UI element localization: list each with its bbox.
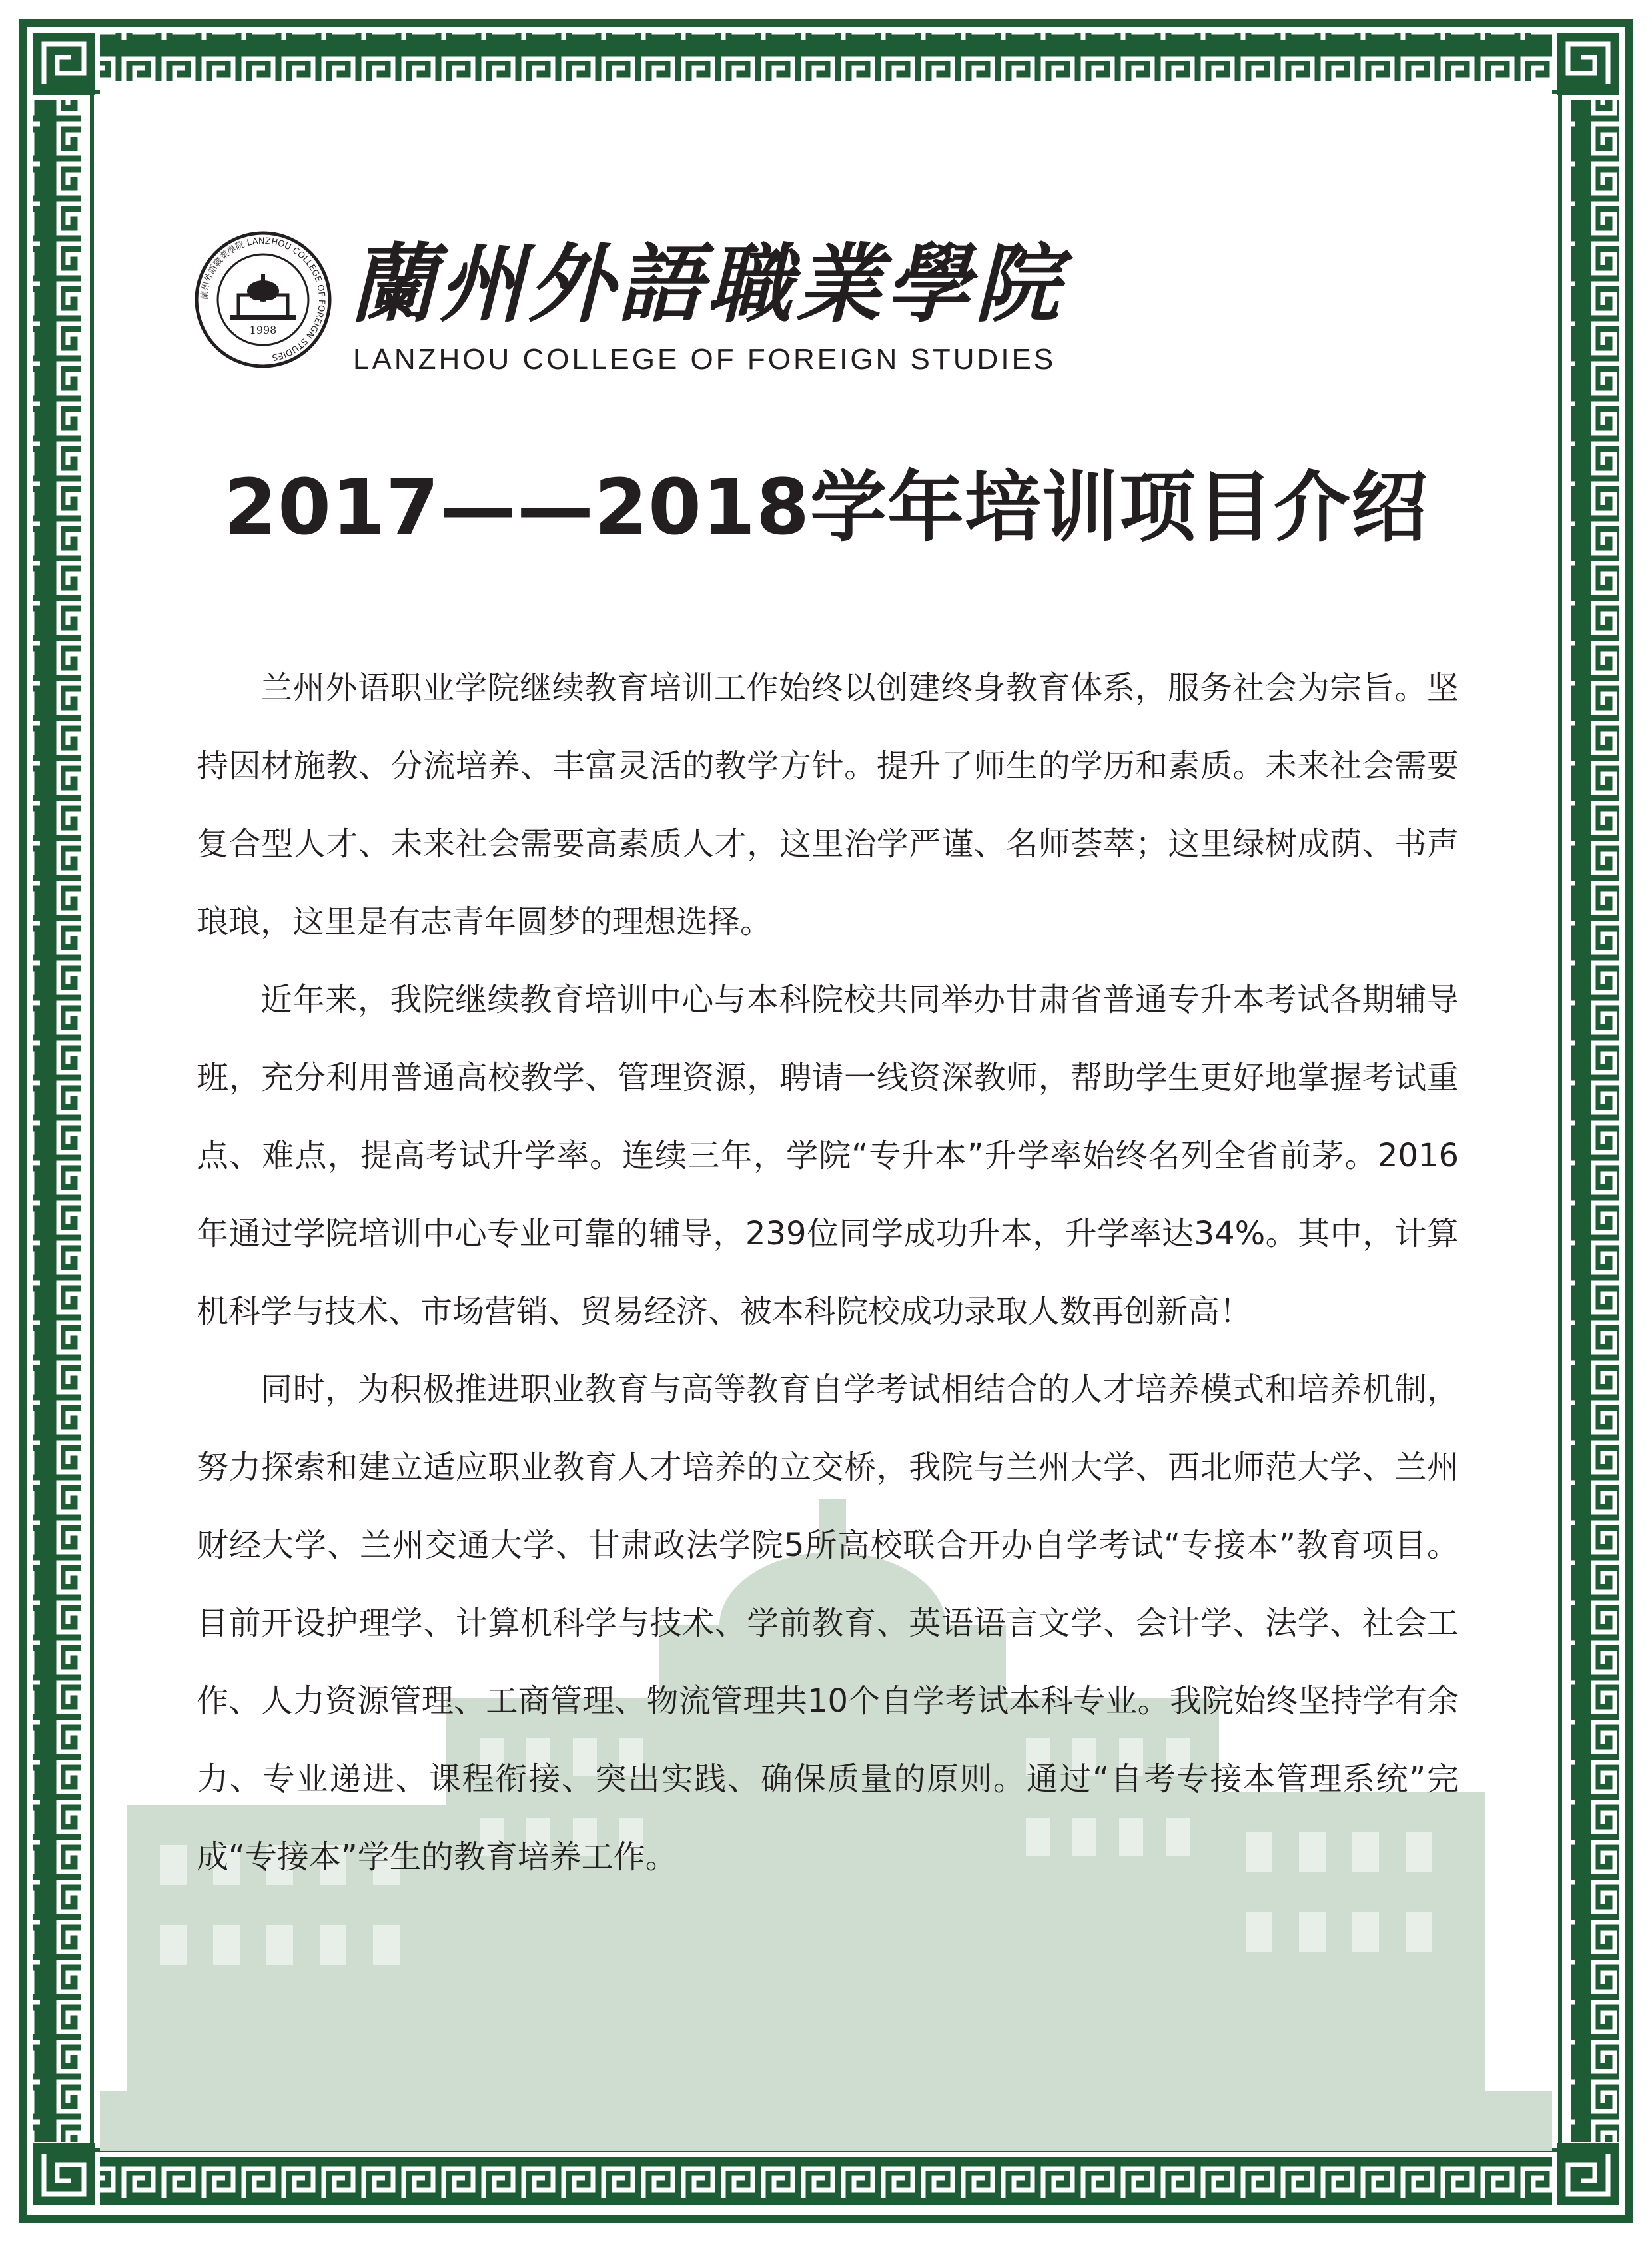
paragraph-upgrade-exam: 近年来，我院继续教育培训中心与本科院校共同举办甘肃省普通专升本考试各期辅导班，充分利用普通高校教学、管理资源，聘请一线资深教师，帮助学生更好地掌握考试重点、难点，提高考试升学率。连续三年，学院“专升本”升学率始终名列全省前茅。2016年通过学院培训中心专业可靠的辅导，239位同学成功升本，升学率达34%。其中，计算机科学与技术、市场营销、贸易经济、被本科院校成功录取人数再创新高！ bbox=[197, 981, 1459, 1330]
content-panel bbox=[100, 87, 1552, 2151]
page-title: 2017——2018学年培训项目介绍 bbox=[223, 463, 1429, 552]
college-logo bbox=[193, 230, 1064, 376]
paragraph-intro: 兰州外语职业学院继续教育培训工作始终以创建终身教育体系，服务社会为宗旨。坚持因材施教、分流培养、丰富灵活的教学方针。提升了师生的学历和素质。未来社会需要复合型人才、未来社会需要高素质人才，这里治学严谨、名师荟萃；这里绿树成荫、书声琅琅，这里是有志青年圆梦的理想选择。 bbox=[197, 669, 1459, 940]
seal-year: 1998 bbox=[249, 324, 277, 336]
school-name-cn: 蘭州外語職業學院 bbox=[350, 234, 1064, 334]
seal-ring-text: 蘭州外語職業學院 LANZHOU COLLEGE OF FOREIGN STUDIES bbox=[199, 236, 327, 362]
school-name-en: LANZHOU COLLEGE OF FOREIGN STUDIES bbox=[353, 343, 1056, 376]
college-seal-icon bbox=[193, 230, 333, 370]
intro-body bbox=[197, 649, 1459, 1896]
paragraph-self-study-program: 同时，为积极推进职业教育与高等教育自学考试相结合的人才培养模式和培养机制，努力探索和建立适应职业教育人才培养的立交桥，我院与兰州大学、西北师范大学、兰州财经大学、兰州交通大学、甘肃政法学院5所高校联合开办自学考试“专接本”教育项目。目前开设护理学、计算机科学与技术、学前教育、英语语言文学、会计学、法学、社会工作、人力资源管理、工商管理、物流管理共10个自学考试本科专业。我院始终坚持学有余力、专业递进、课程衔接、突出实践、确保质量的原则。通过“自考专接本管理系统”完成“专接本”学生的教育培养工作。 bbox=[197, 1371, 1459, 1876]
